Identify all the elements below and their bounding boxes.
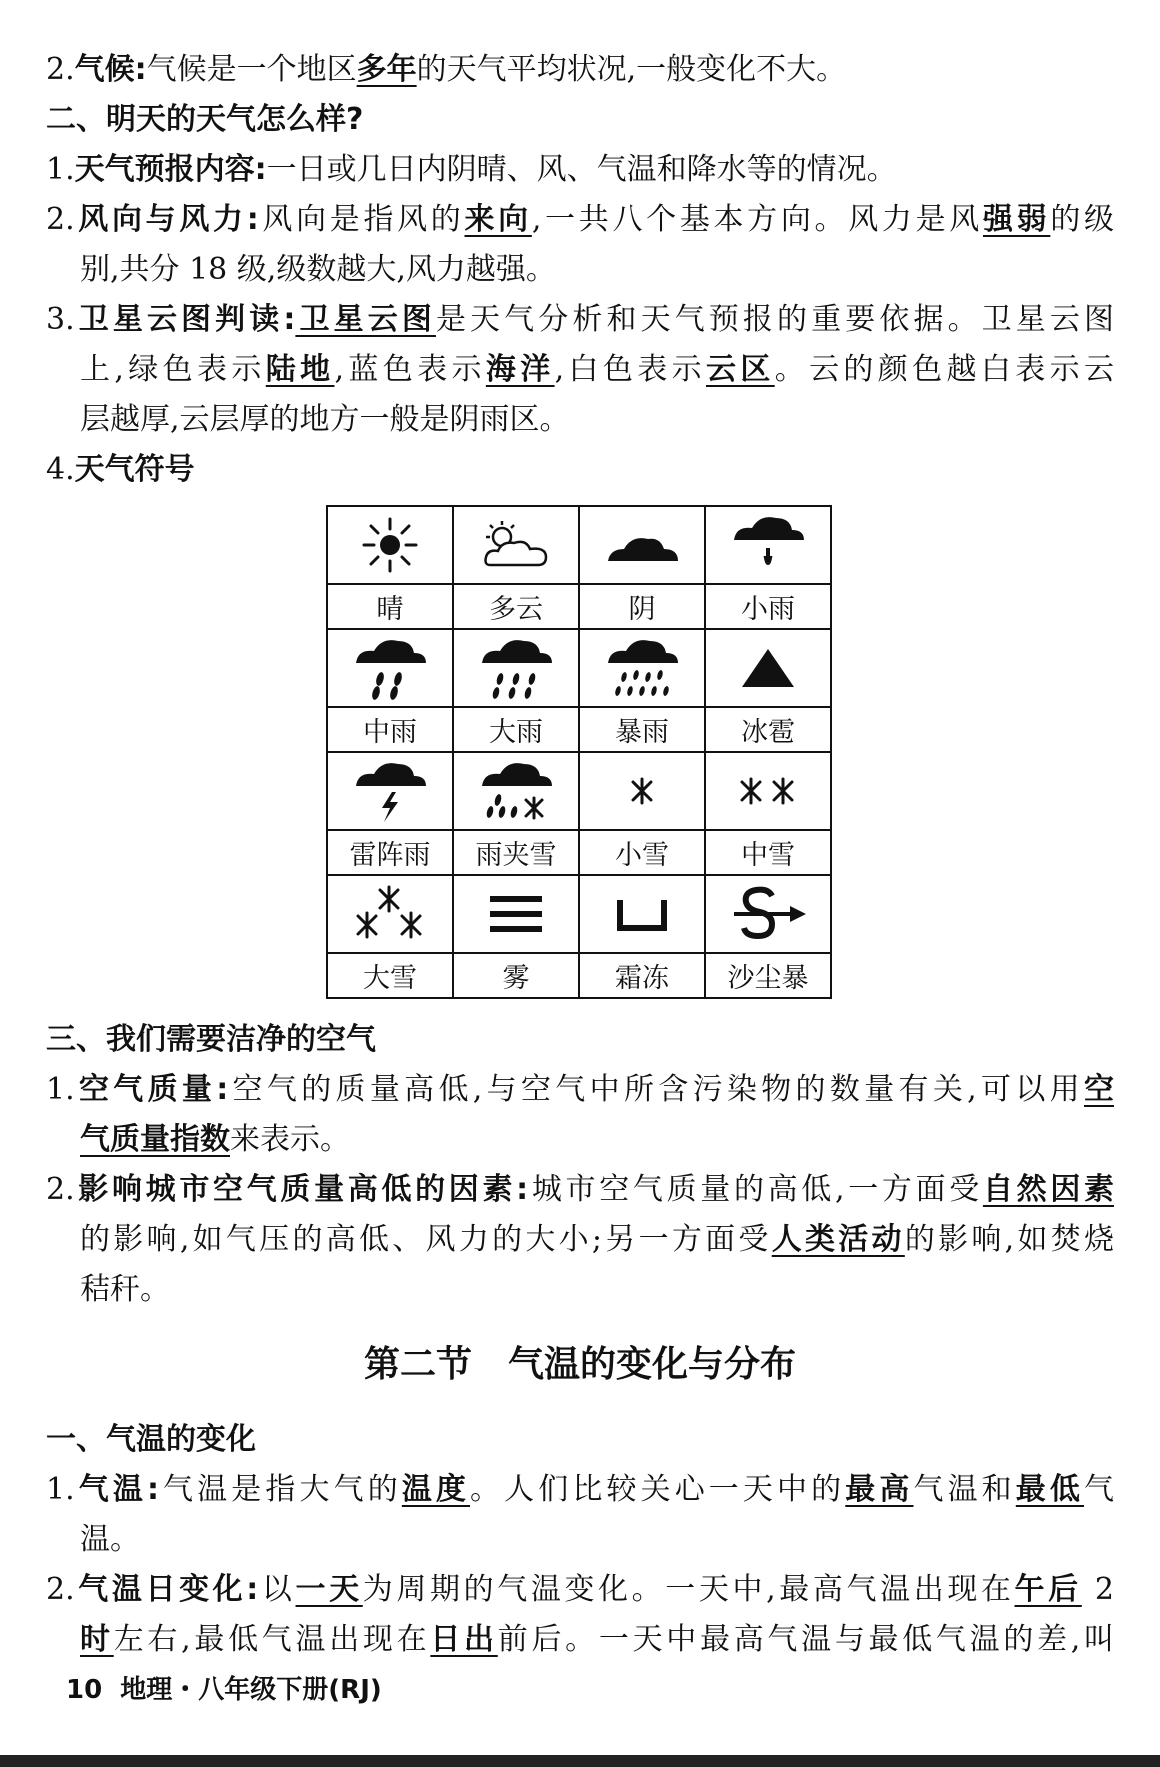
air-factors-line-cont [80, 1215, 1114, 1265]
daily-change-line-cont [80, 1615, 1114, 1665]
temperature-line-cont [80, 1515, 140, 1565]
symbol-label: 大雪 [327, 953, 453, 998]
satellite-line [46, 295, 1114, 345]
symbol-label: 暴雨 [579, 707, 705, 752]
symbol-label: 霜冻 [579, 953, 705, 998]
text: 的级 [1050, 202, 1115, 237]
key-term: 一天 [295, 1572, 363, 1607]
item-number: 2. [46, 1572, 75, 1607]
rainstorm-icon [580, 635, 704, 701]
air-quality-line-cont [80, 1115, 350, 1165]
key-term: 陆地 [265, 352, 335, 387]
wind-line [46, 195, 1114, 245]
term-heading: 影响城市空气质量高低的因素: [74, 1172, 529, 1207]
label-row [327, 707, 831, 752]
text: 以 [258, 1572, 296, 1607]
text: 气 [1084, 1472, 1115, 1507]
symbol-cell [327, 752, 453, 830]
item-number: 1. [46, 1072, 75, 1107]
symbol-cell [705, 875, 831, 953]
term-heading: 气候: [74, 52, 147, 87]
hail-icon [706, 643, 830, 693]
term-heading: 风向与风力: [74, 202, 259, 237]
symbol-cell [453, 752, 579, 830]
sandstorm-icon [706, 884, 830, 944]
symbol-label: 沙尘暴 [705, 953, 831, 998]
climate-line [46, 45, 846, 95]
key-term: 气质量指数 [80, 1122, 230, 1157]
text: ,蓝色表示 [334, 352, 486, 387]
icon-row [327, 506, 831, 584]
symbol-cell [453, 629, 579, 707]
key-term: 空 [1084, 1072, 1114, 1107]
symbol-label: 雾 [453, 953, 579, 998]
book-title: 地理・八年级下册(RJ) [120, 1675, 382, 1705]
item-number: 1. [46, 1472, 75, 1507]
symbol-label: 晴 [327, 584, 453, 629]
key-term: 日出 [430, 1622, 498, 1657]
key-term: 最高 [845, 1472, 914, 1507]
symbol-label: 小雪 [579, 830, 705, 875]
overcast-icon [580, 523, 704, 567]
page-number: 10 [66, 1675, 103, 1705]
text: 上,绿色表示 [80, 352, 266, 387]
text: ,一共八个基本方向。风力是风 [531, 202, 983, 237]
symbol-cell [705, 629, 831, 707]
air-factors-line [46, 1165, 1114, 1215]
air-quality-line [46, 1065, 1114, 1115]
satellite-line-cont [80, 345, 1114, 395]
symbol-cell [327, 629, 453, 707]
symbol-cell [453, 506, 579, 584]
key-term: 自然因素 [982, 1172, 1114, 1207]
symbol-label: 冰雹 [705, 707, 831, 752]
weather-symbols-heading [46, 445, 195, 495]
item-number: 3. [46, 302, 75, 337]
wind-line-cont [80, 245, 556, 295]
heavy-rain-icon [454, 635, 578, 701]
temperature-line [46, 1465, 1114, 1515]
text: 风向是指风的 [258, 202, 465, 237]
key-term: 时 [80, 1622, 114, 1657]
text: 气候是一个地区 [146, 52, 357, 87]
label-row [327, 584, 831, 629]
key-term: 温度 [401, 1472, 471, 1507]
symbol-cell [705, 752, 831, 830]
label-row [327, 830, 831, 875]
term-heading: 气温: [74, 1472, 159, 1507]
daily-change-line [46, 1565, 1114, 1615]
symbol-label: 雷阵雨 [327, 830, 453, 875]
text: 气温和 [913, 1472, 1016, 1507]
air-factors-line-end [80, 1265, 170, 1315]
symbol-label: 雨夹雪 [453, 830, 579, 875]
text: 为周期的气温变化。一天中,最高气温出现在 [362, 1572, 1015, 1607]
key-term: 人类活动 [771, 1222, 905, 1257]
text: 的天气平均状况,一般变化不大。 [416, 52, 847, 87]
symbol-label: 中雨 [327, 707, 453, 752]
symbol-label: 大雨 [453, 707, 579, 752]
section-heading-3: 三、我们需要洁净的空气 [46, 1022, 376, 1057]
item-number: 2. [46, 202, 75, 237]
term-heading: 空气质量: [74, 1072, 229, 1107]
symbol-cell [327, 506, 453, 584]
item-number: 4. [46, 452, 75, 487]
key-term: 多年 [356, 52, 417, 87]
bottom-edge-bar [0, 1755, 1160, 1767]
icon-row [327, 752, 831, 830]
text: ,白色表示 [554, 352, 706, 387]
heavy-snow-icon [328, 884, 452, 944]
text: 秸秆。 [80, 1272, 170, 1307]
key-term: 午后 [1014, 1572, 1082, 1607]
text: 温。 [80, 1522, 140, 1557]
light-snow-icon [580, 771, 704, 811]
icon-row [327, 629, 831, 707]
key-term: 卫星云图 [295, 302, 436, 337]
key-term: 最低 [1015, 1472, 1085, 1507]
text: 左右,最低气温出现在 [113, 1622, 431, 1657]
section-title: 第二节 气温的变化与分布 [363, 1344, 796, 1385]
symbol-label: 小雨 [705, 584, 831, 629]
term-heading: 天气预报内容: [74, 152, 267, 187]
light-rain-icon [706, 512, 830, 578]
text: 空气的质量高低,与空气中所含污染物的数量有关,可以用 [228, 1072, 1084, 1107]
symbol-label: 阴 [579, 584, 705, 629]
forecast-content-line [46, 145, 897, 195]
section-heading-2: 二、明天的天气怎么样? [46, 102, 364, 137]
item-number: 2. [46, 1172, 75, 1207]
text: 。人们比较关心一天中的 [470, 1472, 846, 1507]
symbol-cell [579, 752, 705, 830]
sleet-icon [454, 758, 578, 824]
symbol-cell [579, 506, 705, 584]
text: 来表示。 [230, 1122, 350, 1157]
frost-icon [580, 894, 704, 934]
symbol-cell [705, 506, 831, 584]
symbol-cell [327, 875, 453, 953]
cloudy-icon [454, 517, 578, 573]
term-heading: 卫星云图判读: [74, 302, 296, 337]
text: 层越厚,云层厚的地方一般是阴雨区。 [80, 402, 570, 437]
moderate-snow-icon [706, 771, 830, 811]
key-term: 云区 [705, 352, 775, 387]
symbol-cell [579, 629, 705, 707]
text: 城市空气质量的高低,一方面受 [528, 1172, 983, 1207]
symbol-label: 多云 [453, 584, 579, 629]
item-number: 2. [46, 52, 75, 87]
item-number: 1. [46, 152, 75, 187]
page-footer [66, 1670, 382, 1710]
term-heading: 天气符号 [74, 452, 195, 487]
moderate-rain-icon [328, 635, 452, 701]
sunny-icon [328, 515, 452, 575]
text: 的影响,如焚烧 [904, 1222, 1114, 1257]
text: 的影响,如气压的高低、风力的大小;另一方面受 [80, 1222, 772, 1257]
term-heading: 气温日变化: [74, 1572, 259, 1607]
weather-symbol-table [326, 505, 832, 999]
key-term: 海洋 [485, 352, 555, 387]
key-term: 强弱 [982, 202, 1051, 237]
text: 一日或几日内阴晴、风、气温和降水等的情况。 [266, 152, 897, 187]
text: 2 [1081, 1572, 1115, 1607]
symbol-cell [453, 875, 579, 953]
label-row [327, 953, 831, 998]
text: 是天气分析和天气预报的重要依据。卫星云图 [435, 302, 1115, 337]
text: 别,共分 18 级,级数越大,风力越强。 [80, 252, 556, 287]
text: 。云的颜色越白表示云 [774, 352, 1115, 387]
symbol-label: 中雪 [705, 830, 831, 875]
thunder-shower-icon [328, 758, 452, 824]
satellite-line-end [80, 395, 570, 445]
key-term: 来向 [464, 202, 532, 237]
icon-row [327, 875, 831, 953]
fog-icon [454, 892, 578, 936]
text: 气温是指大气的 [158, 1472, 402, 1507]
symbol-cell [579, 875, 705, 953]
section-heading-4: 一、气温的变化 [46, 1422, 256, 1457]
text: 前后。一天中最高气温与最低气温的差,叫 [497, 1622, 1115, 1657]
